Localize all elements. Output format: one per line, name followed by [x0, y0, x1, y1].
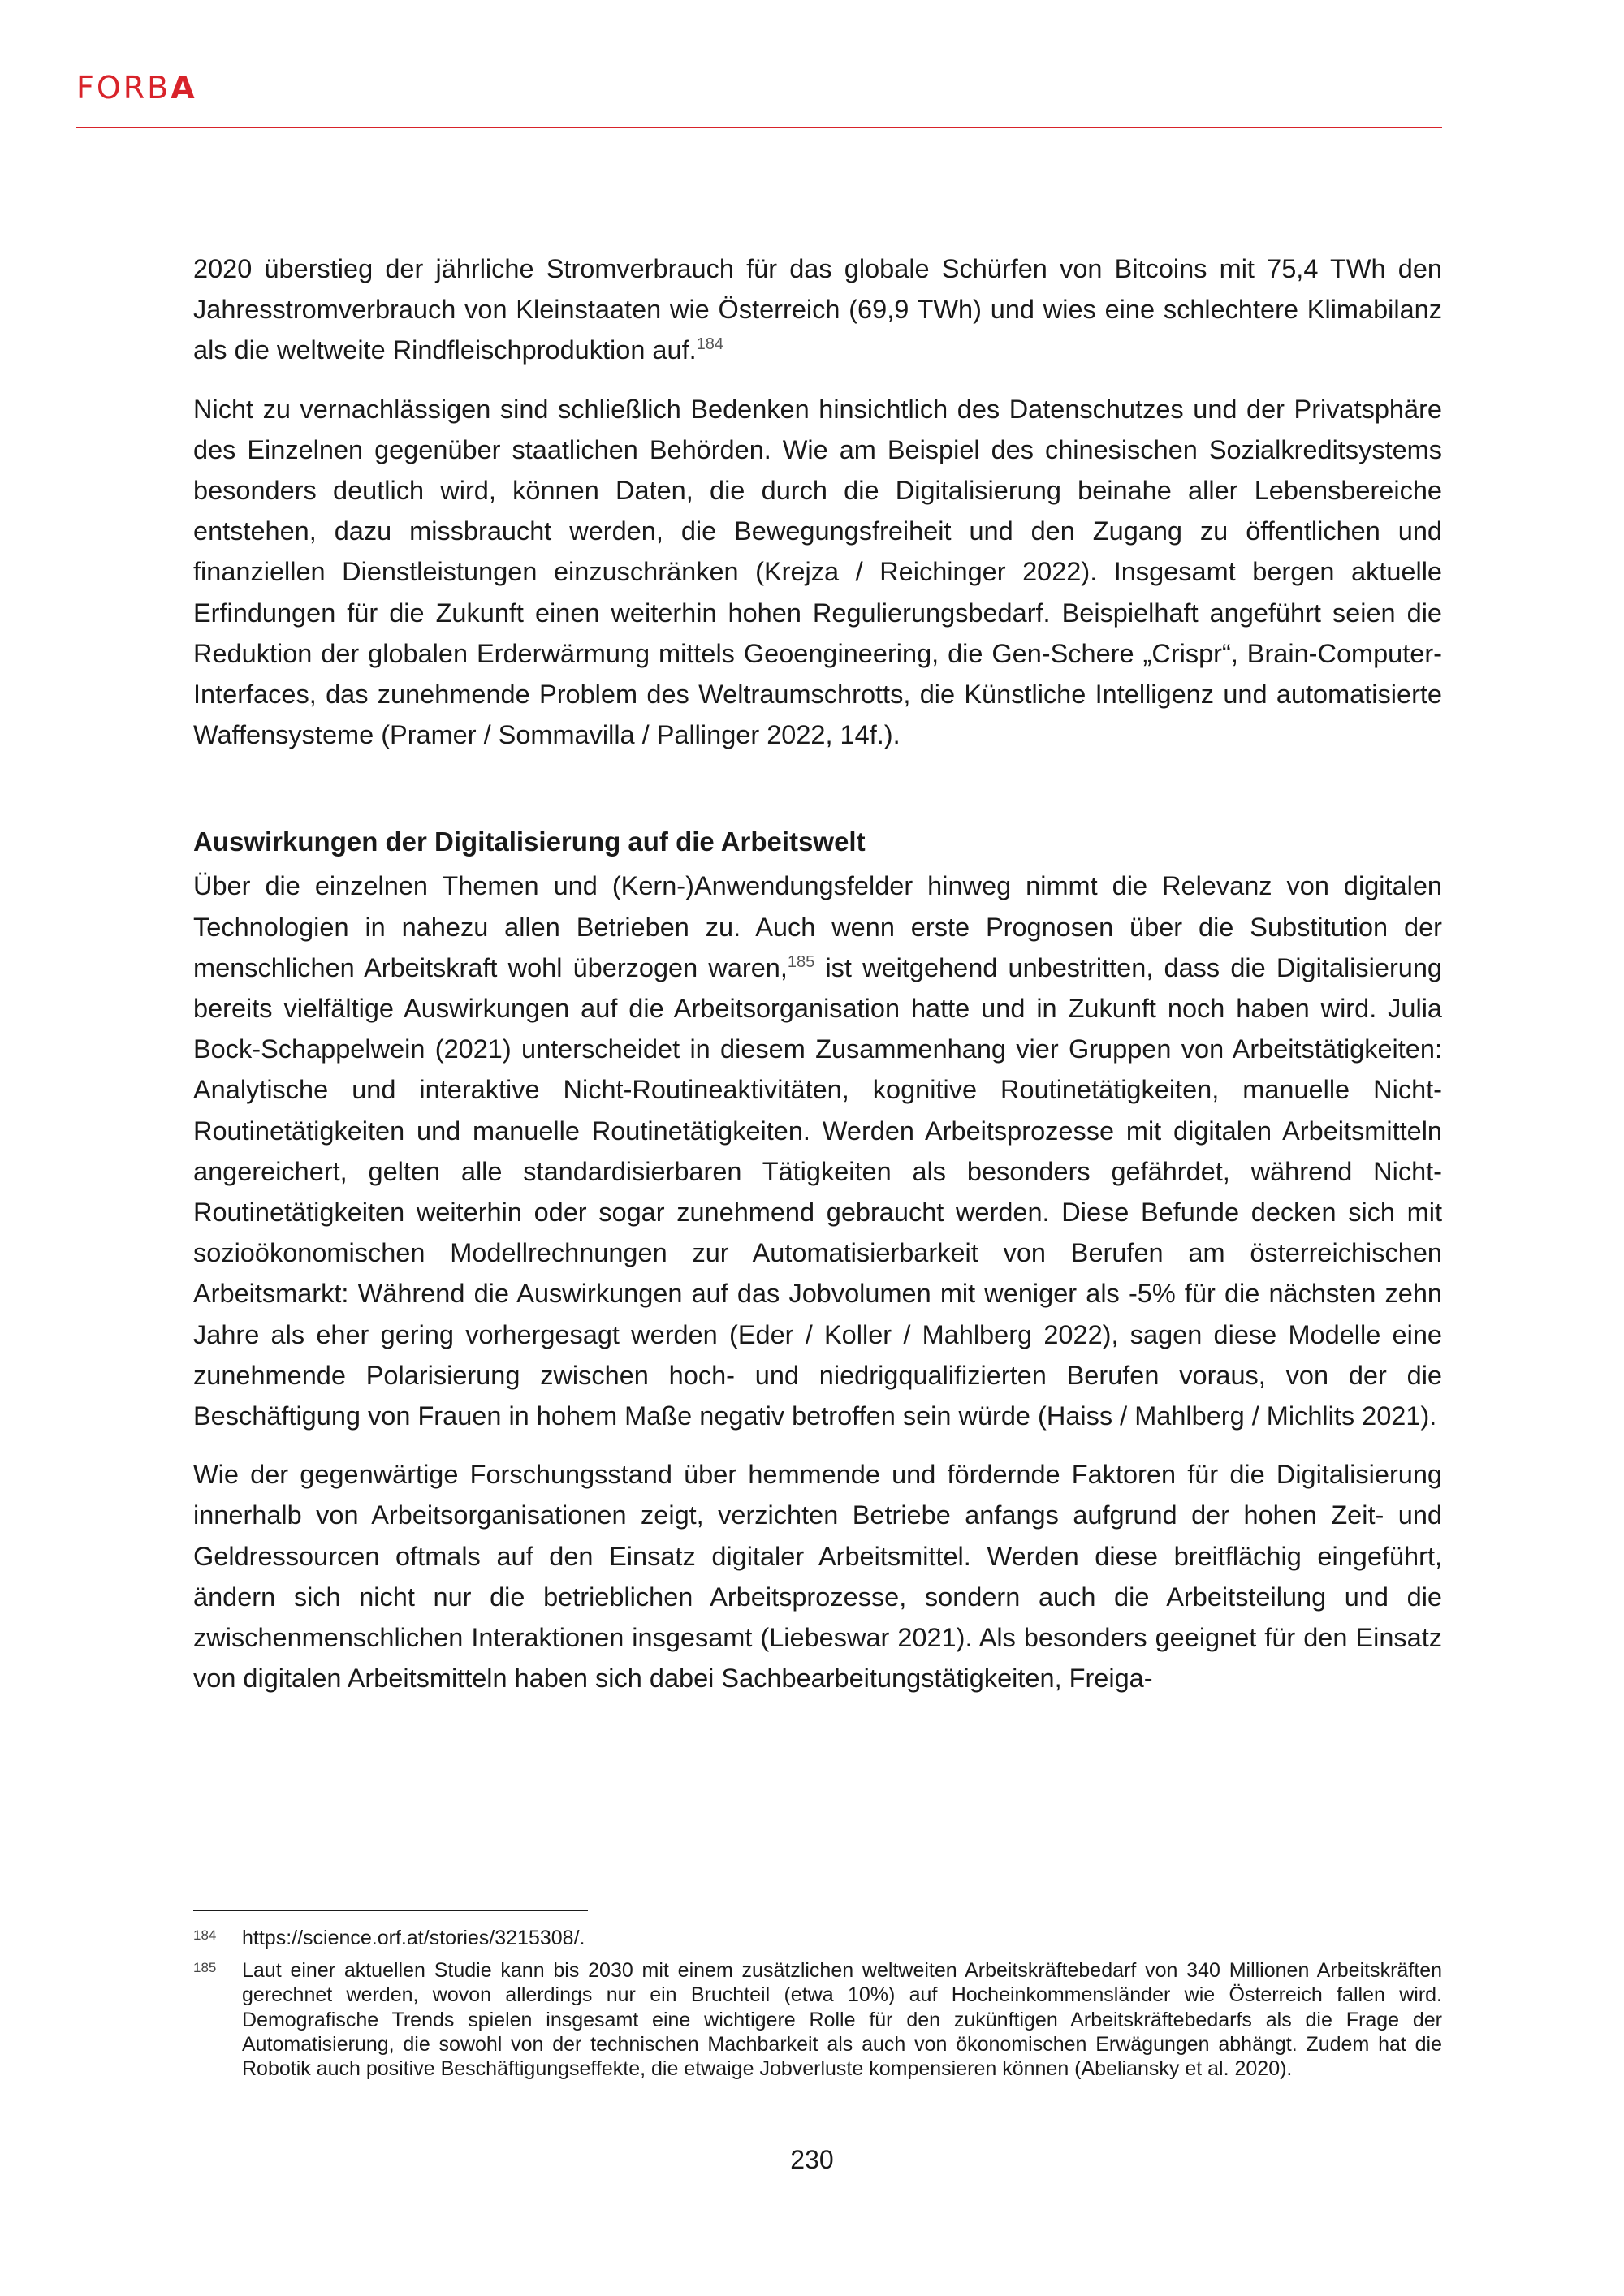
footnote-number: 185 [193, 1960, 217, 1976]
header-divider [76, 127, 1442, 128]
footnote-184 [193, 1926, 1442, 1950]
footnote-text: Laut einer aktuellen Studie kann bis 2030 mit einem zusätzlichen weltweiten Arbeitskräftebedarf von 340 Millionen Arbeitskräften gerechnet werden, wovon allerdings nur ein Bruchteil (etwa 10%) auf Hocheinkommensländer wie Österreich fallen wird. Demografische Trends spielen insgesamt eine wichtigere Rolle für den zukünftigen Arbeitskräftebedarfs als die Frage der Automatisierung, die sowohl von der technischen Machbarkeit als auch von ökonomischen Erwägungen abhängt. Zudem hat die Robotik auch positive Beschäftigungseffekte, die etwaige Jobverluste kompensieren können (Abeliansky et al. 2020). [242, 1959, 1442, 2081]
paragraph-2: Nicht zu vernachlässigen sind schließlich Bedenken hinsichtlich des Datenschutzes und der Privatsphäre des Einzelnen gegenüber staatlichen Behörden. Wie am Beispiel des chinesischen Sozialkreditsystems besonders deutlich wird, können Daten, die durch die Digitalisierung beinahe aller Lebensbereiche entstehen, dazu missbraucht werden, die Bewegungsfreiheit und den Zugang zu öffentlichen und finanziellen Dienstleistungen einzuschränken (Krejza / Reichinger 2022). Insgesamt bergen aktuelle Erfindungen für die Zukunft einen weiterhin hohen Regulierungsbedarf. Beispielhaft angeführt seien die Reduktion der globalen Erderwärmung mittels Geoengineering, die Gen-Schere „Crispr“, Brain-Computer-Interfaces, das zunehmende Problem des Weltraumschrotts, die Künstliche Intelligenz und automatisierte Waffensysteme (Pramer / Sommavilla / Pallinger 2022, 14f.). [193, 394, 1442, 750]
paragraph-3-text-b: ist weitgehend unbestritten, dass die Digitalisierung bereits vielfältige Auswirkungen auf die Arbeitsorganisation hatte und in Zukunft noch haben wird. Julia Bock-Schappelwein (2021) unterscheidet in diesem Zusammenhang vier Gruppen von Arbeitstätigkeiten: Analytische und interaktive Nicht-Routineaktivitäten, kognitive Routinetätigkeiten, manuelle Nicht-Routinetätigkeiten und manuelle Routinetätigkeiten. Werden Arbeitsprozesse mit digitalen Arbeitsmitteln angereichert, gelten alle standardisierbaren Tätigkeiten als besonders gefährdet, während Nicht-Routinetätigkeiten weiterhin oder sogar zunehmend gebraucht werden. Diese Befunde decken sich mit sozioökonomischen Modellrechnungen zur Automatisierbarkeit von Berufen am österreichischen Arbeitsmarkt: Während die Auswirkungen auf das Jobvolumen mit weniger als -5% für die nächsten zehn Jahre als eher gering vorhergesagt werden (Eder / Koller / Mahlberg 2022), sagen diese Modelle eine zunehmende Polarisierung zwischen hoch- und niedrigqualifizierten Berufen voraus, von der die Beschäftigung von Frauen in hohem Maße negativ betroffen sein würde (Haiss / Mahlberg / Michlits 2021). [193, 952, 1442, 1431]
page-number: 230 [790, 2145, 834, 2174]
footnote-ref-185[interactable]: 185 [787, 953, 815, 972]
paragraph-1-text: 2020 überstieg der jährliche Stromverbrauch für das globale Schürfen von Bitcoins mit 75,4 TWh den Jahresstromverbrauch von Kleinstaaten wie Österreich (69,9 TWh) und wies eine schlechtere Klimabilanz als die weltweite Rindfleischproduktion auf. [193, 254, 1442, 365]
logo-text-regular: FORB [76, 70, 171, 106]
section-heading: Auswirkungen der Digitalisierung auf die Arbeitswelt [193, 826, 866, 857]
main-content [193, 248, 1442, 1717]
paragraph-3-text-a: Über die einzelnen Themen und (Kern-)Anwendungsfelder hinweg nimmt die Relevanz von digitalen Technologien in nahezu allen Betrieben zu. Auch wenn erste Prognosen über die Substitution der menschlichen Arbeitskraft wohl überzogen waren, [193, 871, 1442, 982]
paragraph-3 [193, 865, 1442, 1436]
footnote-ref-184[interactable]: 184 [696, 335, 724, 354]
footnotes [193, 1926, 1442, 2089]
logo-text-bold: A [171, 70, 197, 106]
forba-logo [76, 70, 197, 106]
footnote-185 [193, 1958, 1442, 2081]
footnote-divider [193, 1910, 588, 1911]
footnote-link[interactable]: https://science.orf.at/stories/3215308/. [242, 1927, 585, 1949]
paragraph-1 [193, 248, 1442, 371]
footnote-number: 184 [193, 1927, 217, 1943]
paragraph-4: Wie der gegenwärtige Forschungsstand über hemmende und fördernde Faktoren für die Digitalisierung innerhalb von Arbeitsorganisationen zeigt, verzichten Betriebe anfangs aufgrund der hohen Zeit- und Geldressourcen oftmals auf den Einsatz digitaler Arbeitsmittel. Werden diese breitflächig eingeführt, ändern sich nicht nur die betrieblichen Arbeitsprozesse, sondern auch die Arbeitsteilung und die zwischenmenschlichen Interaktionen insgesamt (Liebeswar 2021). Als besonders geeignet für den Einsatz von digitalen Arbeitsmitteln haben sich dabei Sachbearbeitungstätigkeiten, Freiga- [193, 1460, 1442, 1694]
